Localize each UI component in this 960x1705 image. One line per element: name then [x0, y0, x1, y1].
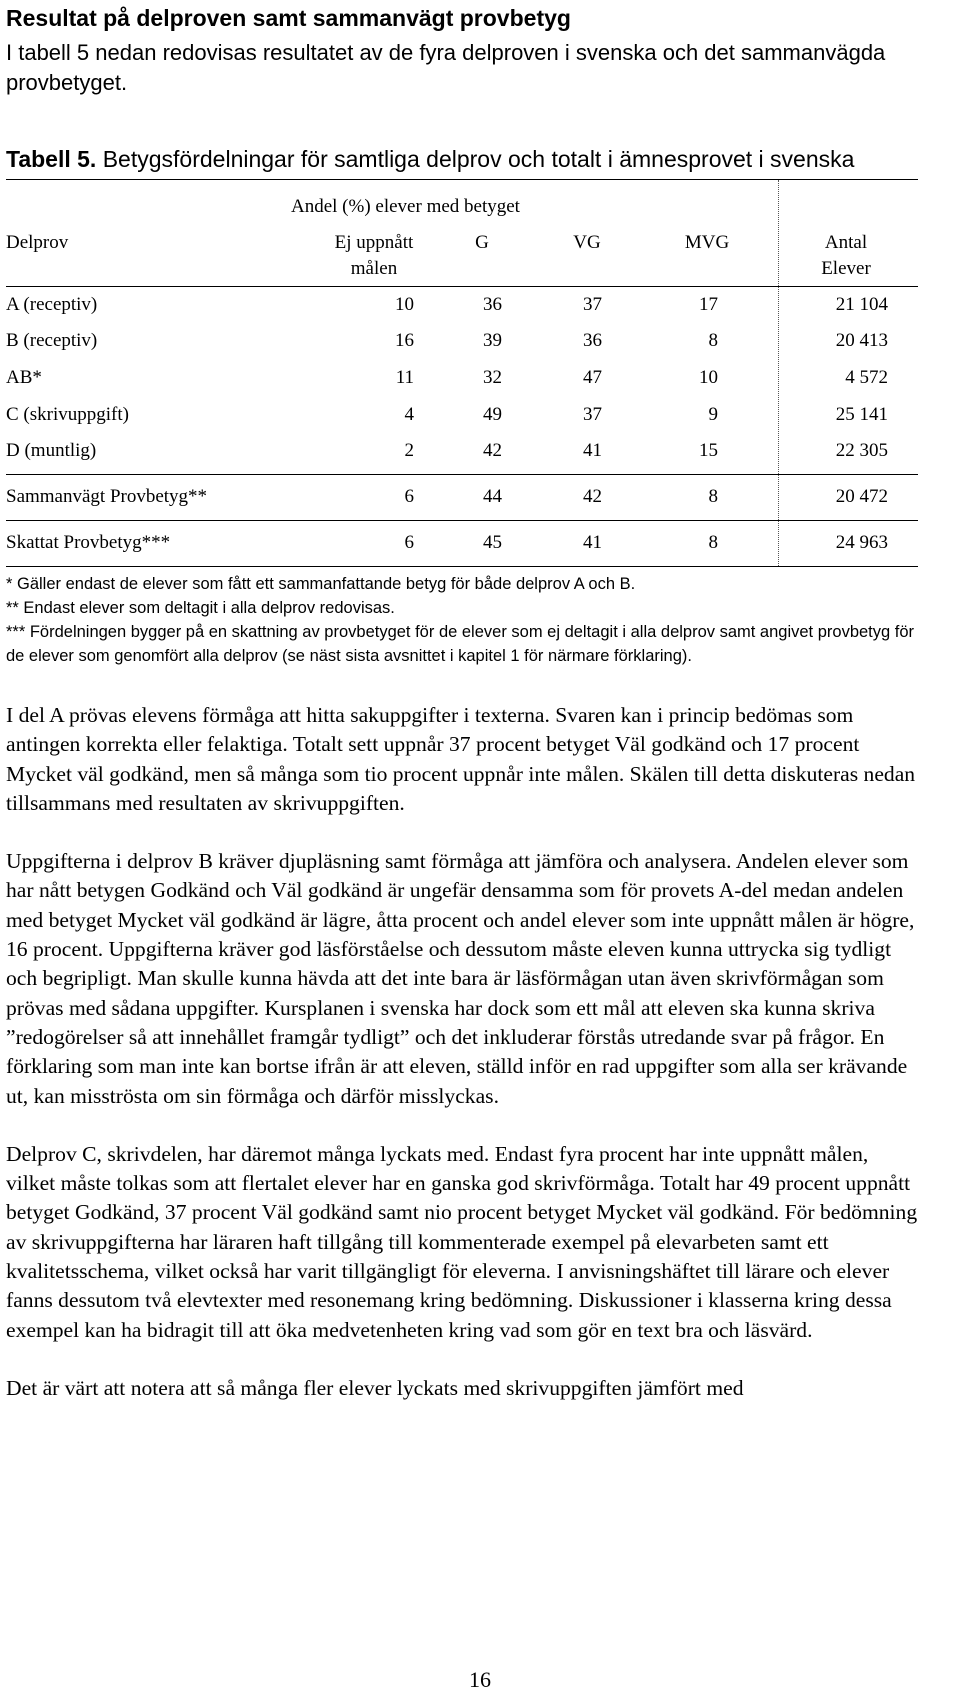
table-bottom-rule — [6, 566, 918, 567]
paragraph-del-a: I del A prövas elevens förmåga att hitta sakuppgifter i texterna. Svaren kan i princip bedömas som antingen korrekta eller felaktiga. Totalt sett uppnår 37 procent betyget Väl godkänd och 17 procent Mycket väl godkänd, men så många som tio procent uppnår inte målen. Skälen till detta diskuteras nedan tillsammans med resultaten av skrivuppgiften. — [6, 703, 916, 815]
paragraph-closing: Det är värt att notera att så många fler elever lyckats med skrivuppgiften jämfört med — [6, 1375, 744, 1400]
cell-vg: 47 — [583, 367, 602, 388]
cell-vg: 37 — [583, 294, 602, 315]
grade-distribution-table — [6, 180, 918, 570]
cell-g: 36 — [483, 294, 502, 315]
header-antal: Antal — [824, 232, 868, 253]
header-mvg: MVG — [684, 232, 730, 253]
cell-ej: 6 — [404, 486, 414, 507]
cell-vg: 41 — [583, 440, 602, 461]
cell-ej: 10 — [395, 294, 414, 315]
cell-ej: 4 — [404, 404, 414, 425]
cell-antal: 25 141 — [835, 404, 888, 425]
cell-mvg: 8 — [708, 532, 718, 553]
group-header: Andel (%) elever med betyget — [291, 196, 520, 217]
rule-after-sammanvagt — [6, 520, 918, 521]
paragraph-delprov-b: Uppgifterna i delprov B kräver djupläsning samt förmåga att jämföra och analysera. Andelen elever som har nått betygen Godkänd och Väl godkänd är ungefär densamma som för provets A-del medan andelen med betyget Mycket väl godkänd är lägre, åtta procent och andel elever som inte uppnått målen är högre, 16 procent. Uppgifterna kräver god läsförståelse och dessutom måste eleven kunna uttrycka sig tydligt och begripligt. Man skulle kunna hävda att det inte bara är läsförmågan utan även skrivförmågan som prövas med sådana uppgifter. Kursplanen i svenska har dock som ett mål att eleven ska kunna skriva ”redogörelser så att innehållet framgår tydligt” och det inkluderar förstås utredande svar på frågor. En förklaring som man inte kan bortse ifrån är att eleven, ställd inför en rad uppgifter som alla ser krävande ut, kan misströsta om sin förmåga och därför misslyckas. — [6, 849, 915, 1108]
cell-ej: 6 — [404, 532, 414, 553]
cell-ej: 11 — [395, 367, 414, 388]
cell-name: D (muntlig) — [6, 440, 97, 461]
cell-g: 45 — [483, 532, 502, 553]
page-number: 16 — [469, 1667, 491, 1692]
cell-antal: 24 963 — [835, 532, 888, 553]
cell-name: A (receptiv) — [6, 294, 98, 315]
cell-g: 39 — [483, 330, 502, 351]
note-3: *** Fördelningen bygger på en skattning av provbetyget för de elever som ej deltagit i alla delprov samt angivet provbetyg för de elever som genomfört alla delprov (se näst sista avsnittet i kapitel 1 för närmare förklaring). — [6, 623, 915, 665]
cell-antal: 20 413 — [835, 330, 888, 351]
cell-name: B (receptiv) — [6, 330, 98, 351]
cell-mvg: 15 — [699, 440, 718, 461]
table-dotted-divider — [778, 180, 779, 566]
cell-g: 32 — [483, 367, 502, 388]
cell-name: Skattat Provbetyg*** — [6, 532, 171, 553]
cell-antal: 22 305 — [835, 440, 888, 461]
header-malen: målen — [350, 258, 398, 279]
cell-ej: 2 — [404, 440, 414, 461]
section-heading: Resultat på delproven samt sammanvägt provbetyg — [6, 5, 571, 31]
cell-name: C (skrivuppgift) — [6, 404, 129, 425]
cell-name: AB* — [6, 367, 42, 388]
cell-antal: 4 572 — [845, 367, 888, 388]
table-notes — [6, 572, 918, 668]
cell-vg: 36 — [583, 330, 602, 351]
header-rule — [6, 286, 918, 287]
table-caption-text: Betygsfördelningar för samtliga delprov och totalt i ämnesprovet i svenska — [102, 146, 855, 172]
cell-vg: 42 — [583, 486, 602, 507]
note-2: ** Endast elever som deltagit i alla delprov redovisas. — [6, 599, 395, 617]
table-caption-label: Tabell 5. — [6, 146, 97, 172]
cell-antal: 21 104 — [835, 294, 888, 315]
document-page — [6, 0, 918, 1403]
cell-g: 49 — [483, 404, 502, 425]
table-caption — [6, 144, 918, 174]
cell-g: 44 — [483, 486, 502, 507]
note-1: * Gäller endast de elever som fått ett sammanfattande betyg för både delprov A och B. — [6, 575, 636, 593]
rule-after-delprov — [6, 474, 918, 475]
cell-vg: 37 — [583, 404, 602, 425]
cell-name: Sammanvägt Provbetyg** — [6, 486, 208, 507]
header-delprov: Delprov — [6, 232, 69, 253]
cell-ej: 16 — [395, 330, 414, 351]
cell-mvg: 10 — [699, 367, 718, 388]
cell-mvg: 9 — [708, 404, 718, 425]
cell-vg: 41 — [583, 532, 602, 553]
paragraph-delprov-c: Delprov C, skrivdelen, har däremot många lyckats med. Endast fyra procent har inte uppnått målen, vilket måste tolkas som att flertalet elever har en ganska god skrivförmåga. Totalt har 49 procent uppnått betyget Godkänd, 37 procent Väl godkänd samt nio procent betyget Mycket väl godkänd. För bedömning av skrivuppgifterna har läraren haft tillgång till kommenterade exempel på elevarbeten samt ett kvalitetsschema, vilket också har varit tillgängligt för eleverna. I anvisningshäftet till lärare och elever fanns dessutom två elevtexter med resonemang kring bedömning. Diskussioner i klasserna kring dessa exempel kan ha bidragit till att öka medvetenheten kring vad som gör en text bra och läsvärd. — [6, 1141, 918, 1342]
cell-mvg: 17 — [699, 294, 718, 315]
cell-g: 42 — [483, 440, 502, 461]
cell-mvg: 8 — [708, 486, 718, 507]
header-elever: Elever — [821, 258, 871, 279]
header-vg: VG — [573, 232, 601, 253]
intro-paragraph: I tabell 5 nedan redovisas resultatet av de fyra delproven i svenska och det sammanvägda provbetyget. — [6, 40, 886, 95]
cell-mvg: 8 — [708, 330, 718, 351]
header-g: G — [475, 232, 489, 253]
header-ej-uppnatt: Ej uppnått — [334, 232, 414, 253]
cell-antal: 20 472 — [835, 486, 888, 507]
